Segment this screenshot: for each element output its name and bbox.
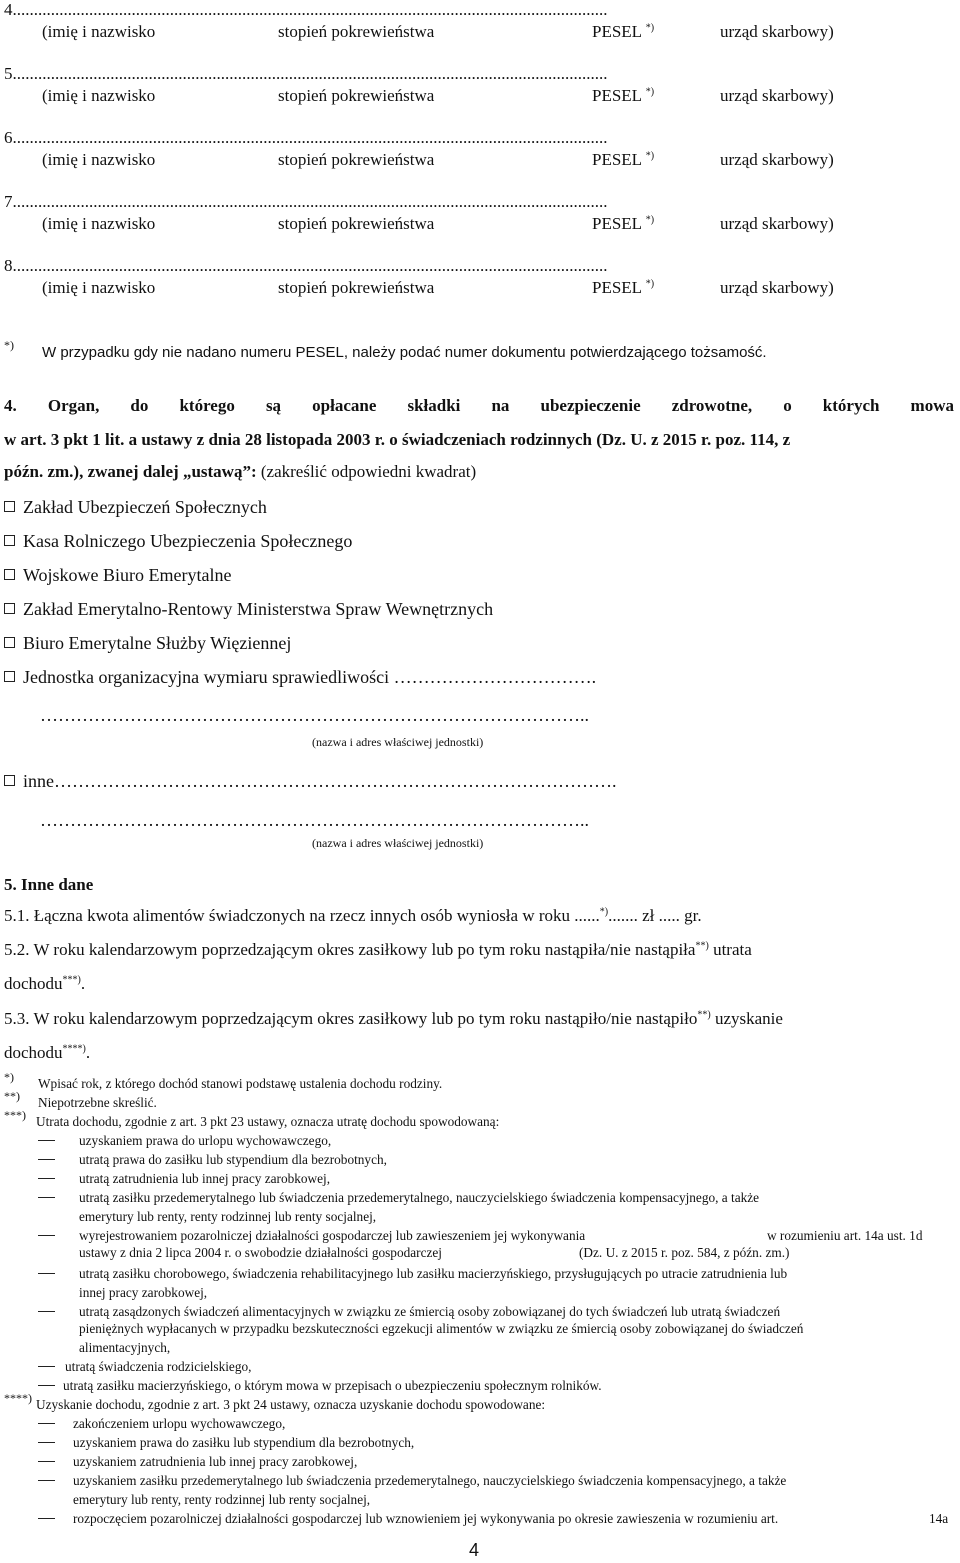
checkbox-square[interactable]	[4, 535, 15, 546]
section-4-heading-line3: późn. zm.), zwanej dalej „ustawą”: (zakreślić odpowiedni kwadrat)	[4, 462, 477, 481]
loss-item: wyrejestrowaniem pozarolniczej działalności gospodarczej lub zawieszeniem jej wykonywania	[38, 1228, 585, 1244]
caption-office: urząd skarbowy)	[720, 150, 834, 169]
gain-item: uzyskaniem zasiłku przedemerytalnego lub świadczenia przedemerytalnego, nauczycielskiego świadczenia kompensacyjnego, a także	[38, 1473, 786, 1489]
section-4-heading-line2: w art. 3 pkt 1 lit. a ustawy z dnia 28 listopada 2003 r. o świadczeniach rodzinnych (Dz. U. z 2015 r. poz. 114, z	[4, 430, 791, 449]
caption-office: urząd skarbowy)	[720, 86, 834, 105]
item-5-3-cont: dochodu****).	[4, 1043, 91, 1062]
option-krus[interactable]: Kasa Rolniczego Ubezpieczenia Społecznego	[4, 531, 352, 552]
loss-item: utratą świadczenia rodzicielskiego,	[38, 1359, 251, 1375]
dash-icon	[38, 1235, 55, 1236]
checkbox-square[interactable]	[4, 501, 15, 512]
checkbox-square[interactable]	[4, 637, 15, 648]
dash-icon	[38, 1385, 55, 1386]
footnote-3: Utrata dochodu, zgodnie z art. 3 pkt 23 ustawy, oznacza utratę dochodu spowodowaną:	[36, 1114, 500, 1129]
footnote-mark: ***)	[4, 1108, 26, 1122]
person-number: 5............................................................................................................................................	[4, 64, 608, 83]
checkbox-square[interactable]	[4, 603, 15, 614]
dash-icon	[38, 1461, 55, 1462]
footnote-1: Wpisać rok, z którego dochód stanowi podstawę ustalenia dochodu rodziny.	[38, 1076, 443, 1091]
person-number: 7............................................................................................................................................	[4, 192, 608, 211]
caption-office: urząd skarbowy)	[720, 214, 834, 233]
dash-icon	[38, 1273, 55, 1274]
dash-icon	[38, 1518, 55, 1519]
dash-icon	[38, 1197, 55, 1198]
caption-name: (imię i nazwisko	[42, 278, 156, 297]
loss-item-cont: pieniężnych wypłacanych w przypadku bezskuteczności egzekucji alimentów w związku ze śmiercią osoby zobowiązanej do świadczeń	[79, 1321, 804, 1336]
caption-office: urząd skarbowy)	[720, 278, 834, 297]
caption-pesel: PESEL *)	[592, 214, 655, 233]
unit-caption: (nazwa i adres właściwej jednostki)	[312, 735, 484, 749]
item-5-1: 5.1. Łączna kwota alimentów świadczonych na rzecz innych osób wyniosła w roku ......*)....... zł ..... gr.	[4, 906, 702, 925]
loss-item-cont: w rozumieniu art. 14a ust. 1d	[767, 1228, 923, 1243]
caption-name: (imię i nazwisko	[42, 150, 156, 169]
footnote-4: Uzyskanie dochodu, zgodnie z art. 3 pkt 24 ustawy, oznacza uzyskanie dochodu spowodowane:	[36, 1397, 546, 1412]
option-other[interactable]: inne………………………………………………………………………………….	[4, 771, 617, 792]
gain-item: rozpoczęciem pozarolniczej działalności gospodarczej lub wznowieniem jej wykonywania po okresie zawieszenia w rozumieniu art.	[38, 1511, 778, 1527]
unit-dots-line: ………………………………………………………………………………..	[40, 705, 589, 725]
caption-pesel: PESEL *)	[592, 22, 655, 41]
dash-icon	[38, 1423, 55, 1424]
caption-name: (imię i nazwisko	[42, 22, 156, 41]
option-justice-unit[interactable]: Jednostka organizacyjna wymiaru sprawiedliwości …………………………….	[4, 667, 596, 688]
gain-item-cont: 14a	[929, 1511, 949, 1526]
loss-item: utratą zasiłku chorobowego, świadczenia rehabilitacyjnego lub zasiłku macierzyńskiego, przysługujących po utracie zatrudnienia lub	[38, 1266, 787, 1282]
loss-item: utratą zasądzonych świadczeń alimentacyjnych w związku ze śmiercią osoby zobowiązanej do tych świadczeń lub utratą świadczeń	[38, 1304, 780, 1320]
dash-icon	[38, 1442, 55, 1443]
section-4-heading-line1: 4. Organ, do którego są opłacane składki na ubezpieczenie zdrowotne, o których mowa	[4, 396, 954, 415]
item-5-2: 5.2. W roku kalendarzowym poprzedzającym okres zasiłkowy lub po tym roku nastąpiła/nie nastąpiła**) utrata	[4, 940, 752, 959]
dash-icon	[38, 1480, 55, 1481]
checkbox-square[interactable]	[4, 775, 15, 786]
footnote-mark: **)	[4, 1089, 20, 1103]
caption-office: urząd skarbowy)	[720, 22, 834, 41]
loss-item: utratą zatrudnienia lub innej pracy zarobkowej,	[38, 1171, 330, 1187]
dash-icon	[38, 1178, 55, 1179]
loss-item-cont: alimentacyjnych,	[79, 1340, 171, 1355]
loss-item: utratą zasiłku przedemerytalnego lub świadczenia przedemerytalnego, nauczycielskiego świadczenia kompensacyjnego, a także	[38, 1190, 759, 1206]
gain-item: zakończeniem urlopu wychowawczego,	[38, 1416, 285, 1432]
footnote-mark: *)	[4, 1070, 14, 1084]
caption-name: (imię i nazwisko	[42, 214, 156, 233]
footnote-mark: ****)	[4, 1391, 32, 1405]
dash-icon	[38, 1366, 55, 1367]
option-wbe[interactable]: Wojskowe Biuro Emerytalne	[4, 565, 232, 586]
caption-relation: stopień pokrewieństwa	[278, 86, 435, 105]
caption-relation: stopień pokrewieństwa	[278, 278, 435, 297]
loss-item: utratą zasiłku macierzyńskiego, o którym mowa w przepisach o ubezpieczeniu społecznym rolników.	[38, 1378, 602, 1394]
item-5-2-cont: dochodu***).	[4, 974, 86, 993]
loss-item-cont: innej pracy zarobkowej,	[79, 1285, 208, 1300]
other-dots-line: ………………………………………………………………………………..	[40, 810, 589, 830]
dash-icon	[38, 1159, 55, 1160]
caption-relation: stopień pokrewieństwa	[278, 214, 435, 233]
dash-icon	[38, 1140, 55, 1141]
loss-item-cont: (Dz. U. z 2015 r. poz. 584, z późn. zm.)	[579, 1245, 790, 1260]
dash-icon	[38, 1311, 55, 1312]
caption-pesel: PESEL *)	[592, 150, 655, 169]
checkbox-square[interactable]	[4, 671, 15, 682]
caption-pesel: PESEL *)	[592, 86, 655, 105]
option-zus[interactable]: Zakład Ubezpieczeń Społecznych	[4, 497, 267, 518]
gain-item: uzyskaniem zatrudnienia lub innej pracy zarobkowej,	[38, 1454, 357, 1470]
person-number: 8............................................................................................................................................	[4, 256, 608, 275]
checkbox-square[interactable]	[4, 569, 15, 580]
footnote-2: Niepotrzebne skreślić.	[38, 1095, 157, 1110]
loss-item: utratą prawa do zasiłku lub stypendium dla bezrobotnych,	[38, 1152, 387, 1168]
person-number: 4............................................................................................................................................	[4, 0, 608, 19]
page-number: 4	[469, 1540, 480, 1560]
gain-item-cont: emerytury lub renty, renty rodzinnej lub renty socjalnej,	[73, 1492, 371, 1507]
section-5-title: 5. Inne dane	[4, 875, 94, 894]
caption-name: (imię i nazwisko	[42, 86, 156, 105]
option-zer-mswia[interactable]: Zakład Emerytalno-Rentowy Ministerstwa Spraw Wewnętrznych	[4, 599, 493, 620]
loss-item-cont: ustawy z dnia 2 lipca 2004 r. o swobodzie działalności gospodarczej	[79, 1245, 442, 1260]
option-besw[interactable]: Biuro Emerytalne Służby Więziennej	[4, 633, 291, 654]
caption-relation: stopień pokrewieństwa	[278, 150, 435, 169]
loss-item: uzyskaniem prawa do urlopu wychowawczego,	[38, 1133, 331, 1149]
pesel-note: W przypadku gdy nie nadano numeru PESEL, należy podać numer dokumentu potwierdzającego tożsamość.	[42, 344, 767, 361]
other-caption: (nazwa i adres właściwej jednostki)	[312, 836, 484, 850]
person-number: 6............................................................................................................................................	[4, 128, 608, 147]
caption-pesel: PESEL *)	[592, 278, 655, 297]
caption-relation: stopień pokrewieństwa	[278, 22, 435, 41]
gain-item: uzyskaniem prawa do zasiłku lub stypendium dla bezrobotnych,	[38, 1435, 414, 1451]
loss-item-cont: emerytury lub renty, renty rodzinnej lub renty socjalnej,	[79, 1209, 377, 1224]
pesel-note-mark: *)	[4, 338, 14, 352]
item-5-3: 5.3. W roku kalendarzowym poprzedzającym okres zasiłkowy lub po tym roku nastąpiło/nie nastąpiło**) uzyskanie	[4, 1009, 783, 1028]
